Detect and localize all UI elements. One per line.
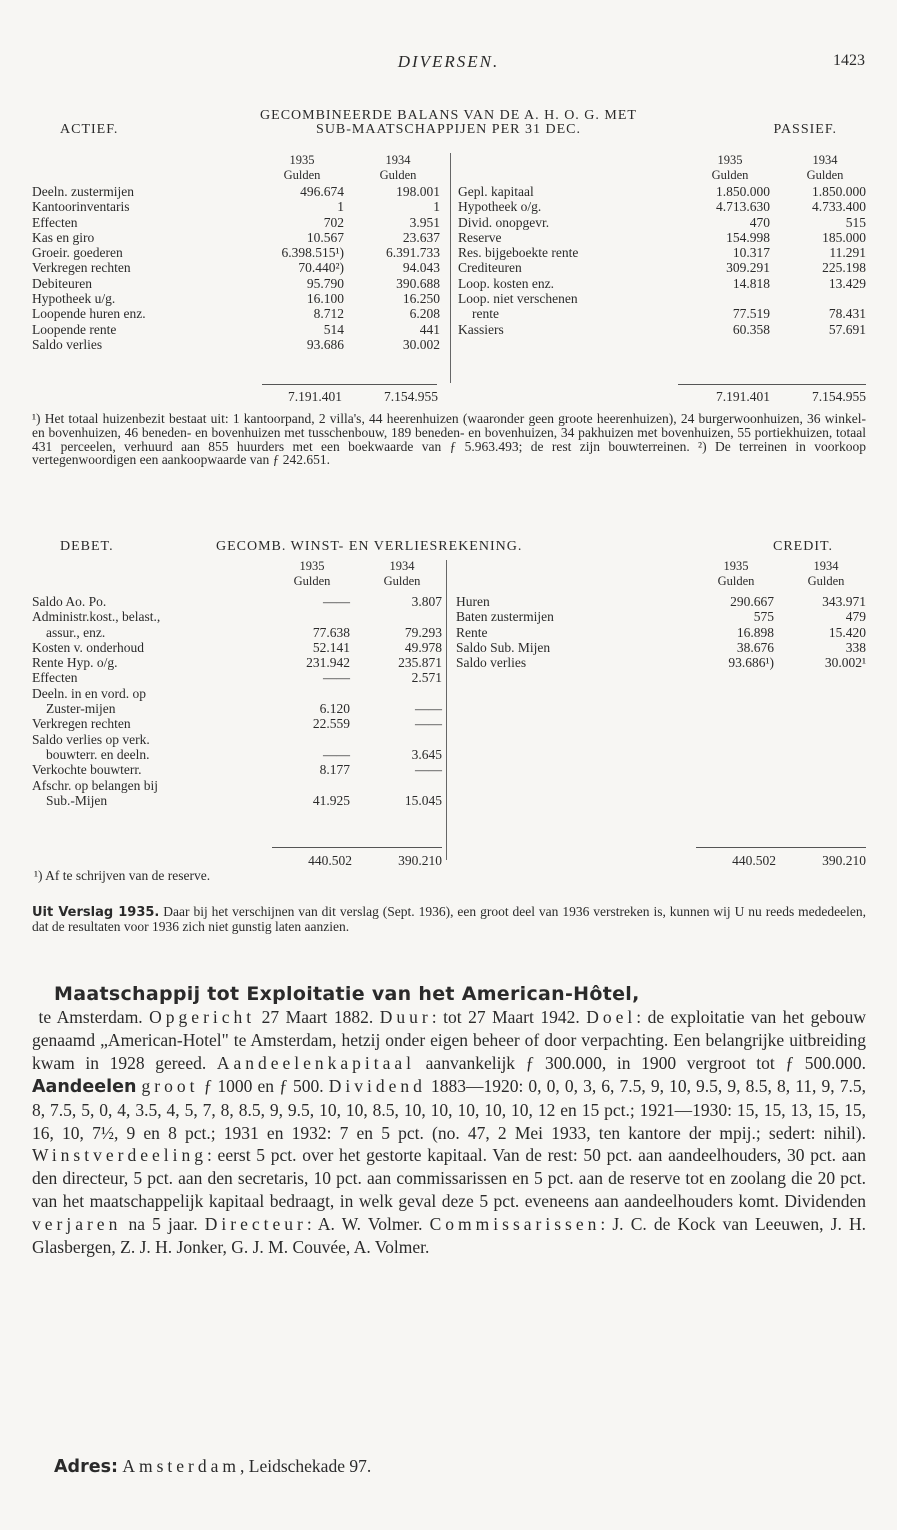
debet-item-label: Verkochte bouwterr. bbox=[32, 762, 142, 778]
actief-year-1934: 1934 Gulden bbox=[379, 153, 417, 182]
balance-footnote: ¹) Het totaal huizenbezit bestaat uit: 1 kantoorpand, 2 villa's, 44 heerenhuizen (waaronder geen groote heerenhuizen), 24 burgerwoonhuizen, 36 winkel- en bovenhuizen, 46 beneden- en bovenhuizen met tusschenbouw, 189 beneden- en bovenhuizen, 34 pakhuizen met bovenhuizen, 55 portiekhuizen, totaal 431 perceelen, verhuurd aan 855 huurders met een boekwaarde van ƒ 5.963.493; de rest zijn bouwterreinen. ²) De terreinen in voorkoop vertegenwoordigen een aankoopwaarde van ƒ 242.651. bbox=[32, 411, 866, 468]
debet-label: DEBET. bbox=[60, 539, 114, 554]
page-header-title: DIVERSEN. bbox=[397, 52, 500, 71]
passief-row bbox=[458, 306, 866, 321]
balance-divider bbox=[450, 153, 451, 383]
debet-row bbox=[32, 640, 442, 655]
pl-footnote: ¹) Af te schrijven van de reserve. bbox=[34, 868, 211, 883]
actief-value-1934: 1 bbox=[433, 199, 440, 215]
passief-value-1934: 57.691 bbox=[828, 321, 866, 337]
debet-year-1934: 1934 Gulden bbox=[383, 559, 421, 588]
actief-row bbox=[32, 337, 440, 352]
passief-row bbox=[458, 245, 866, 260]
spaced-keyword: Commissarissen bbox=[429, 1214, 601, 1235]
actief-value-1934: 390.688 bbox=[396, 275, 440, 291]
passief-value-1935: 154.998 bbox=[726, 229, 770, 245]
passief-row bbox=[458, 199, 866, 214]
credit-value-1935: 290.667 bbox=[730, 594, 774, 609]
verslag-paragraph bbox=[32, 905, 866, 934]
spaced-keyword: groot bbox=[141, 1075, 199, 1096]
debet-row bbox=[32, 732, 442, 747]
body-text-segment: : de exploitatie van het gebouw genaamd „American-Hotel" te Amsterdam, hetzij onder eigen beheer of door verpachting. Een belangrijke uitbreiding kwam in 1928 gereed. bbox=[32, 1007, 871, 1073]
credit-item-label: Rente bbox=[456, 624, 488, 640]
passief-value-1934: 13.429 bbox=[828, 275, 866, 291]
actief-value-1934: 94.043 bbox=[402, 260, 440, 276]
passief-item-label: Reserve bbox=[458, 229, 502, 245]
debet-value-1934: —— bbox=[415, 716, 442, 732]
credit-total-rule bbox=[696, 847, 866, 848]
actief-row bbox=[32, 230, 440, 245]
passief-item-label: Kassiers bbox=[458, 321, 504, 337]
actief-value-1934: 6.208 bbox=[409, 306, 440, 322]
credit-item-label: Huren bbox=[456, 594, 490, 609]
debet-row bbox=[32, 762, 442, 777]
credit-value-1934: 338 bbox=[845, 639, 866, 655]
debet-total-1935: 440.502 bbox=[308, 853, 352, 868]
debet-value-1934 bbox=[350, 686, 442, 701]
debet-row bbox=[32, 594, 442, 609]
actief-row bbox=[32, 276, 440, 291]
actief-total-rule bbox=[262, 384, 437, 385]
actief-item-label: Effecten bbox=[32, 214, 78, 230]
debet-row bbox=[32, 686, 442, 701]
page-number: 1423 bbox=[833, 52, 865, 69]
verslag-text: Daar bij het verschijnen van dit verslag (Sept. 1936), een groot deel van 1936 verstreken is, kunnen wij U nu reeds mededeelen, dat de resultaten voor 1936 zich niet gunstig laten aanzien. bbox=[32, 904, 866, 934]
actief-value-1935: 514 bbox=[323, 321, 344, 337]
debet-value-1935 bbox=[270, 686, 350, 701]
pl-divider bbox=[446, 560, 447, 860]
company-body-text bbox=[32, 1007, 870, 1257]
actief-value-1935: 95.790 bbox=[306, 275, 344, 291]
credit-value-1934: 479 bbox=[845, 609, 866, 625]
debet-item-label: Saldo verlies op verk. bbox=[32, 731, 150, 747]
credit-total bbox=[696, 853, 866, 868]
actief-value-1935: 8.712 bbox=[313, 306, 344, 322]
actief-row bbox=[32, 291, 440, 306]
body-text-segment: : A. W. Volmer. bbox=[306, 1214, 430, 1235]
passief-value-1935: 1.850.000 bbox=[716, 184, 770, 199]
pl-title: GECOMB. WINST- EN VERLIESREKENING. bbox=[216, 539, 523, 554]
debet-value-1934: 3.645 bbox=[411, 746, 442, 762]
passief-item-label: rente bbox=[472, 306, 499, 322]
actief-row bbox=[32, 245, 440, 260]
actief-total bbox=[262, 389, 438, 404]
actief-item-label: Loopende rente bbox=[32, 321, 117, 337]
debet-item-label: Deeln. in en vord. op bbox=[32, 685, 146, 701]
passief-value-1935: 309.291 bbox=[726, 260, 770, 276]
passief-item-label: Gepl. kapitaal bbox=[458, 184, 534, 199]
debet-row bbox=[32, 778, 442, 793]
credit-row bbox=[456, 655, 866, 670]
debet-row bbox=[32, 793, 442, 808]
actief-item-label: Loopende huren enz. bbox=[32, 306, 146, 322]
debet-item-label: Sub.-Mijen bbox=[46, 792, 108, 808]
debet-item-label: bouwterr. en deeln. bbox=[46, 746, 150, 762]
actief-row bbox=[32, 215, 440, 230]
debet-item-label: Verkregen rechten bbox=[32, 716, 131, 732]
passief-value-1935: 14.818 bbox=[732, 275, 770, 291]
spaced-keyword: Doel bbox=[586, 1007, 637, 1027]
passief-total-rule bbox=[678, 384, 866, 385]
passief-label: PASSIEF. bbox=[773, 122, 837, 137]
passief-item-label: Loop. kosten enz. bbox=[458, 275, 554, 291]
debet-value-1934: 2.571 bbox=[411, 670, 442, 686]
debet-value-1935: —— bbox=[323, 594, 350, 609]
debet-value-1934: 79.293 bbox=[404, 624, 442, 640]
actief-value-1935: 16.100 bbox=[306, 291, 344, 307]
actief-value-1934: 6.391.733 bbox=[386, 245, 440, 261]
actief-value-1934: 30.002 bbox=[402, 336, 440, 352]
debet-item-label: Effecten bbox=[32, 670, 78, 686]
passief-value-1934: 185.000 bbox=[822, 229, 866, 245]
debet-value-1934 bbox=[350, 609, 442, 624]
debet-value-1934: —— bbox=[415, 762, 442, 778]
body-text-segment: aanvankelijk ƒ 300.000, in 1900 vergroot tot ƒ 500.000. bbox=[415, 1052, 871, 1073]
actief-value-1935: 1 bbox=[337, 199, 344, 215]
debet-value-1935: 77.638 bbox=[312, 624, 350, 640]
credit-item-label: Baten zustermijen bbox=[456, 609, 554, 625]
debet-item-label: Zuster-mijen bbox=[46, 701, 116, 717]
passief-total bbox=[690, 389, 866, 404]
debet-item-label: Rente Hyp. o/g. bbox=[32, 655, 118, 671]
credit-table bbox=[456, 594, 866, 670]
body-text-segment: : eerst 5 pct. over het gestorte kapitaal. Van de rest: 50 pct. aan aandeelhouders, 30 pct. aan den directeur, 5 pct. aan den secretaris, 10 pct. aan commissarissen en 5 pct. aan de reserve tot en zoolang die 20 pct. van het maatschappelijk kapitaal bedraagt, in welk geval deze 5 pct. eveneens aan aandeelhouders komt. Dividenden bbox=[32, 1145, 871, 1212]
debet-value-1935: 8.177 bbox=[319, 762, 350, 778]
balance-title-line1: GECOMBINEERDE BALANS VAN DE A. H. O. G. MET bbox=[260, 108, 637, 123]
body-text-segment: : tot 27 Maart 1942. bbox=[431, 1007, 587, 1027]
spaced-keyword: verjaren bbox=[32, 1214, 122, 1235]
spaced-keyword: Opgericht bbox=[149, 1007, 256, 1027]
debet-item-label: Saldo Ao. Po. bbox=[32, 594, 107, 609]
passief-value-1934: 1.850.000 bbox=[812, 184, 866, 199]
spaced-keyword: Aandeelenkapitaal bbox=[216, 1052, 416, 1073]
body-text-segment: te Amsterdam. bbox=[32, 1007, 150, 1027]
actief-item-label: Deeln. zustermijen bbox=[32, 184, 134, 199]
actief-total-1934: 7.154.955 bbox=[384, 389, 438, 404]
passief-row bbox=[458, 260, 866, 275]
body-text-segment: ƒ 1000 en ƒ 500. bbox=[198, 1075, 329, 1096]
debet-value-1935: 22.559 bbox=[312, 716, 350, 732]
actief-value-1935: 93.686 bbox=[306, 336, 344, 352]
bold-keyword: Aandeelen bbox=[32, 1076, 137, 1097]
debet-value-1935 bbox=[270, 609, 350, 624]
passief-row bbox=[458, 322, 866, 337]
passief-item-label: Crediteuren bbox=[458, 260, 522, 276]
actief-item-label: Verkregen rechten bbox=[32, 260, 131, 276]
credit-value-1935: 38.676 bbox=[736, 639, 774, 655]
credit-row bbox=[456, 640, 866, 655]
passief-item-label: Loop. niet verschenen bbox=[458, 291, 578, 307]
actief-value-1935: 496.674 bbox=[300, 184, 344, 199]
credit-value-1935: 575 bbox=[753, 609, 774, 625]
debet-value-1934: 3.807 bbox=[411, 594, 442, 609]
company-name: Maatschappij tot Exploitatie van het American-Hôtel, bbox=[54, 983, 640, 1005]
actief-row bbox=[32, 322, 440, 337]
actief-total-1935: 7.191.401 bbox=[288, 389, 342, 404]
passief-item-label: Hypotheek o/g. bbox=[458, 199, 542, 215]
body-text-segment: 1883—1920: 0, 0, 0, 3, 6, 7.5, 9, 10, 9.5, 9, 8.5, 8, 11, 9, 7.5, 8, 7.5, 5, 0, 4, 3.5, 4, 5, 7, 8, 8.5, 9, 9.5, 10, 10, 8.5, 10, 10, 10, 10, 10, 12 en 15 pct.; 1921—1930: 15, 15, 13, 15, 15, 16, 10, 7½, 9 en 8 pct.; 1931 en 1932: 7 en 5 pct. (no. 47, 2 Mei 1933, ten kantore der mpij.; sedert: nihil). bbox=[32, 1075, 871, 1143]
debet-item-label: Administr.kost., belast., bbox=[32, 609, 161, 625]
company-description bbox=[32, 1006, 871, 1259]
actief-row bbox=[32, 199, 440, 214]
actief-value-1934: 23.637 bbox=[402, 229, 440, 245]
debet-item-label: assur., enz. bbox=[46, 624, 106, 640]
actief-value-1935: 10.567 bbox=[306, 229, 344, 245]
debet-value-1935: 41.925 bbox=[312, 792, 350, 808]
debet-item-label: Afschr. op belangen bij bbox=[32, 777, 158, 793]
passief-value-1935: 470 bbox=[749, 214, 770, 230]
credit-value-1934: 15.420 bbox=[828, 624, 866, 640]
debet-row bbox=[32, 609, 442, 624]
debet-table bbox=[32, 594, 442, 808]
passief-value-1934: 78.431 bbox=[828, 306, 866, 322]
debet-row bbox=[32, 701, 442, 716]
passief-value-1934: 515 bbox=[845, 214, 866, 230]
credit-year-1935: 1935 Gulden bbox=[717, 559, 755, 588]
actief-year-1935: 1935 Gulden bbox=[283, 153, 321, 182]
company-address bbox=[54, 1455, 371, 1479]
actief-value-1934: 441 bbox=[419, 321, 440, 337]
passief-table bbox=[458, 184, 866, 337]
passief-item-label: Res. bijgeboekte rente bbox=[458, 245, 579, 261]
debet-value-1934: —— bbox=[415, 701, 442, 717]
debet-value-1935: 231.942 bbox=[306, 655, 350, 671]
adres-city: Amsterdam bbox=[122, 1456, 241, 1476]
balance-title-line2: SUB-MAATSCHAPPIJEN PER 31 DEC. bbox=[316, 122, 581, 137]
body-text-segment: 27 Maart 1882. bbox=[255, 1007, 380, 1027]
debet-total-rule bbox=[272, 847, 442, 848]
credit-total-1934: 390.210 bbox=[822, 853, 866, 868]
adres-label: Adres: bbox=[54, 1457, 118, 1477]
passief-value-1934 bbox=[770, 291, 866, 306]
credit-total-1935: 440.502 bbox=[732, 853, 776, 868]
actief-table bbox=[32, 184, 440, 352]
actief-item-label: Debiteuren bbox=[32, 275, 92, 291]
debet-value-1935 bbox=[270, 778, 350, 793]
passief-value-1935: 77.519 bbox=[732, 306, 770, 322]
passief-value-1934: 225.198 bbox=[822, 260, 866, 276]
debet-value-1935: —— bbox=[323, 746, 350, 762]
credit-year-1934: 1934 Gulden bbox=[807, 559, 845, 588]
debet-row bbox=[32, 747, 442, 762]
passief-row bbox=[458, 291, 866, 306]
actief-item-label: Kas en giro bbox=[32, 229, 95, 245]
actief-item-label: Saldo verlies bbox=[32, 336, 103, 352]
actief-row bbox=[32, 260, 440, 275]
actief-item-label: Kantoorinventaris bbox=[32, 199, 130, 215]
passief-row bbox=[458, 276, 866, 291]
passief-value-1935: 4.713.630 bbox=[716, 199, 770, 215]
passief-year-1935: 1935 Gulden bbox=[711, 153, 749, 182]
debet-value-1935: 6.120 bbox=[319, 701, 350, 717]
actief-value-1934: 198.001 bbox=[396, 184, 440, 199]
credit-value-1935: 16.898 bbox=[736, 624, 774, 640]
actief-value-1934: 3.951 bbox=[409, 214, 440, 230]
debet-row bbox=[32, 670, 442, 685]
debet-total-1934: 390.210 bbox=[398, 853, 442, 868]
debet-row bbox=[32, 716, 442, 731]
debet-value-1935: 52.141 bbox=[312, 639, 350, 655]
debet-item-label: Kosten v. onderhoud bbox=[32, 639, 144, 655]
debet-value-1934: 15.045 bbox=[404, 792, 442, 808]
debet-row bbox=[32, 655, 442, 670]
actief-item-label: Groeir. goederen bbox=[32, 245, 123, 261]
passief-row bbox=[458, 184, 866, 199]
passief-total-1934: 7.154.955 bbox=[812, 389, 866, 404]
actief-row bbox=[32, 184, 440, 199]
body-text-segment: na 5 jaar. bbox=[121, 1214, 205, 1235]
actief-value-1935: 6.398.515¹) bbox=[281, 245, 344, 261]
actief-value-1935: 70.440²) bbox=[298, 260, 344, 276]
passief-total-1935: 7.191.401 bbox=[716, 389, 770, 404]
passief-row bbox=[458, 215, 866, 230]
passief-row bbox=[458, 230, 866, 245]
debet-total bbox=[272, 853, 442, 868]
credit-value-1934: 343.971 bbox=[822, 594, 866, 609]
verslag-lead: Uit Verslag 1935. bbox=[32, 905, 160, 920]
debet-value-1934: 49.978 bbox=[404, 639, 442, 655]
credit-value-1935: 93.686¹) bbox=[728, 655, 774, 671]
actief-item-label: Hypotheek u/g. bbox=[32, 291, 116, 307]
passief-value-1935: 60.358 bbox=[732, 321, 770, 337]
spaced-keyword: Winstverdeeling bbox=[32, 1145, 207, 1166]
debet-value-1935 bbox=[270, 732, 350, 747]
credit-item-label: Saldo verlies bbox=[456, 655, 527, 671]
adres-street: , Leidschekade 97. bbox=[240, 1456, 372, 1476]
debet-value-1934: 235.871 bbox=[398, 655, 442, 671]
credit-row bbox=[456, 625, 866, 640]
actief-value-1934: 16.250 bbox=[402, 291, 440, 307]
credit-item-label: Saldo Sub. Mijen bbox=[456, 639, 551, 655]
passief-value-1934: 11.291 bbox=[829, 245, 866, 261]
spaced-keyword: Dividend bbox=[328, 1075, 426, 1096]
passief-value-1934: 4.733.400 bbox=[812, 199, 866, 215]
body-text-segment: : J. C. de Kock van Leeuwen, J. H. Glasbergen, Z. J. H. Jonker, G. J. M. Couvée, A. Volmer. bbox=[32, 1214, 871, 1258]
actief-value-1935: 702 bbox=[323, 214, 344, 230]
debet-year-1935: 1935 Gulden bbox=[293, 559, 331, 588]
credit-row bbox=[456, 609, 866, 624]
debet-row bbox=[32, 625, 442, 640]
spaced-keyword: Directeur bbox=[204, 1214, 307, 1235]
passief-item-label: Divid. onopgevr. bbox=[458, 214, 550, 230]
credit-value-1934: 30.002¹ bbox=[824, 655, 866, 671]
debet-value-1935: —— bbox=[323, 670, 350, 686]
actief-label: ACTIEF. bbox=[60, 122, 119, 137]
passief-value-1935 bbox=[690, 291, 770, 306]
debet-value-1934 bbox=[350, 778, 442, 793]
credit-row bbox=[456, 594, 866, 609]
spaced-keyword: Duur bbox=[379, 1007, 432, 1027]
passief-value-1935: 10.317 bbox=[732, 245, 770, 261]
actief-row bbox=[32, 306, 440, 321]
debet-value-1934 bbox=[350, 732, 442, 747]
passief-year-1934: 1934 Gulden bbox=[806, 153, 844, 182]
credit-label: CREDIT. bbox=[772, 539, 833, 554]
